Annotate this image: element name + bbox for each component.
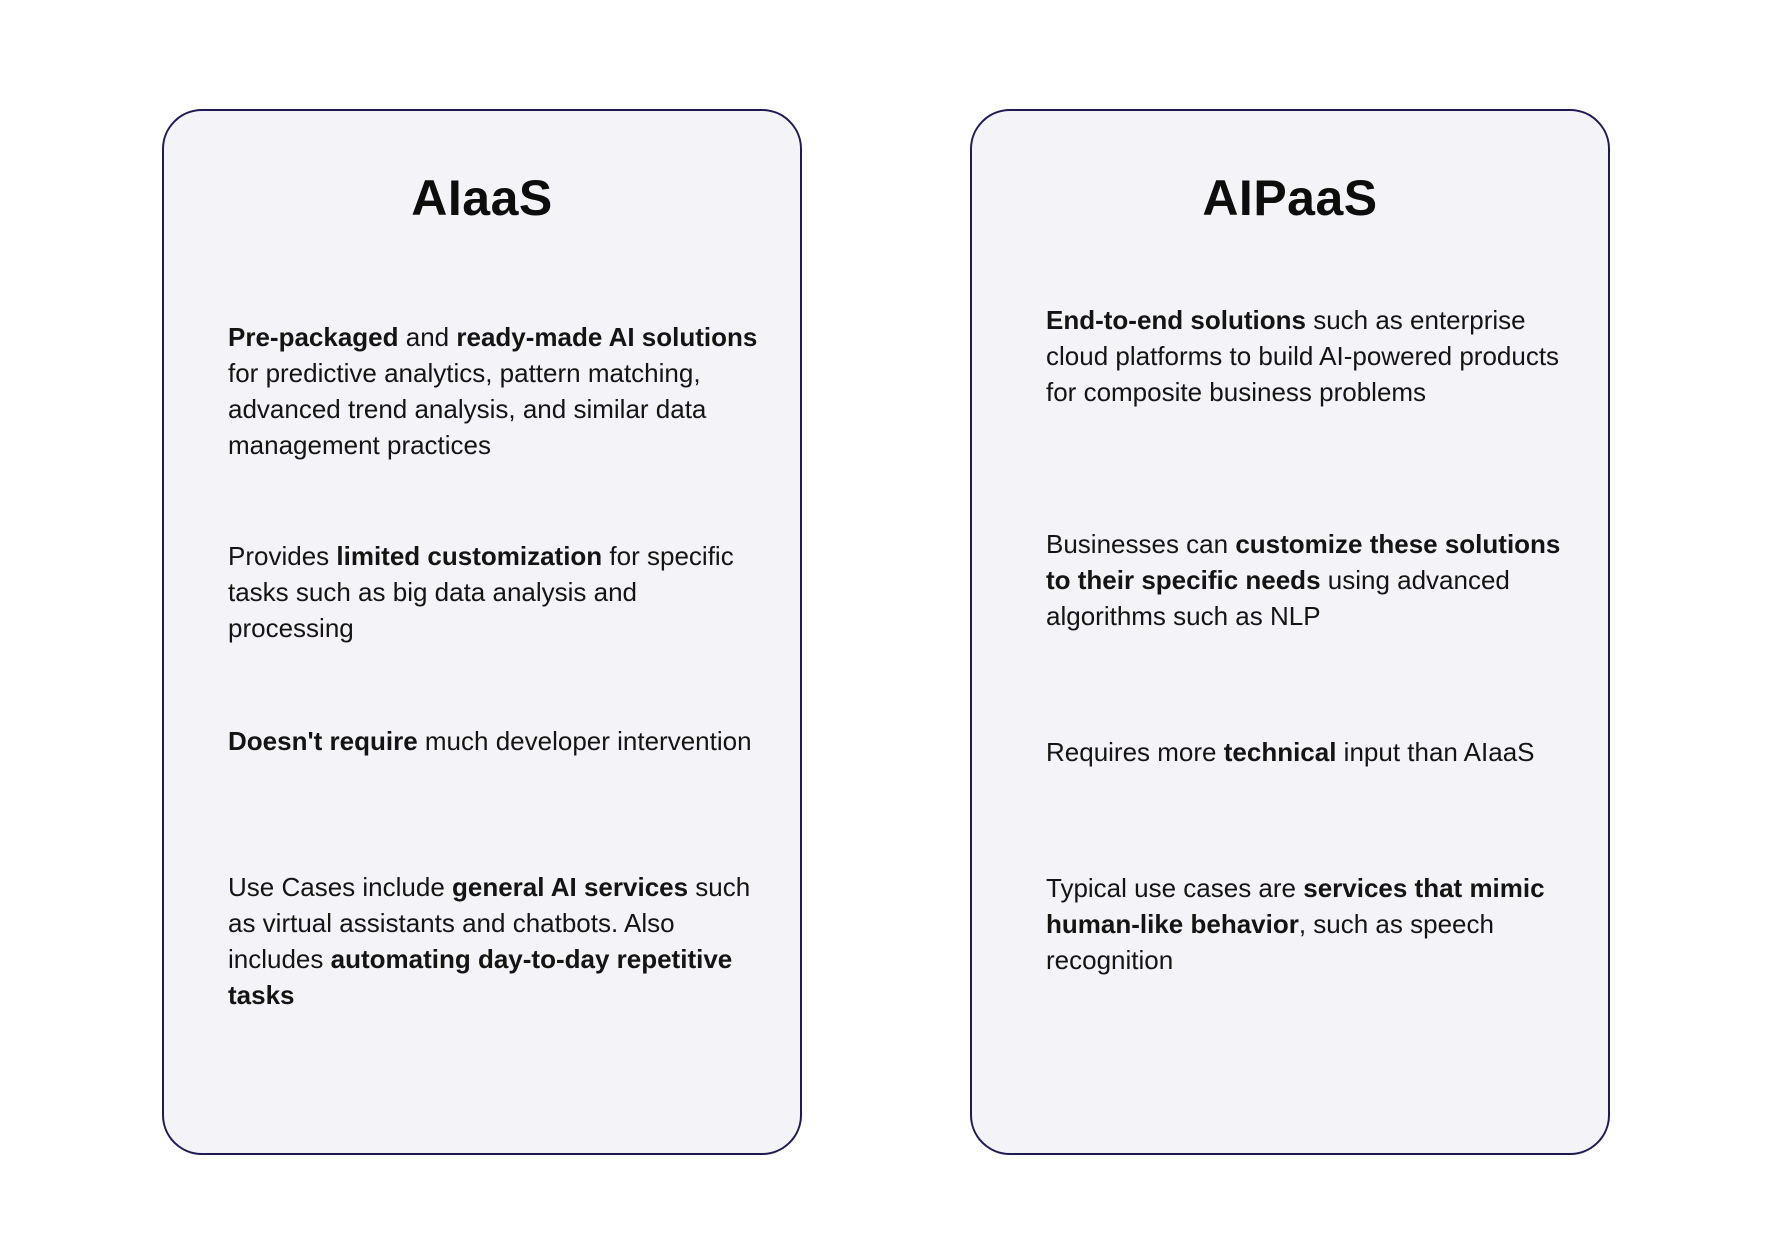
feature-point [1046,870,1586,978]
bold-text: technical [1223,737,1337,767]
text-segment: Use Cases include [228,872,452,902]
card-title: AIaaS [411,170,553,226]
feature-point [228,538,758,646]
bold-text: ready-made AI solutions [456,322,758,352]
text-segment: Businesses can [1046,529,1236,559]
text-segment: and [398,322,457,352]
feature-point [228,723,758,759]
bold-text: End-to-end solutions [1046,305,1306,335]
bold-text: Pre-packaged [228,322,399,352]
text-segment: much developer intervention [417,726,752,756]
text-segment: Requires more [1046,737,1224,767]
text-segment: such as enterprise cloud platforms to build AI-powered products for composite business problems [1046,305,1560,407]
text-segment: for predictive analytics, pattern matching, advanced trend analysis, and similar data management practices [228,358,707,460]
text-segment: for specific tasks such as big data analysis and processing [228,541,734,643]
bold-text: limited customization [336,541,603,571]
feature-point [228,319,758,463]
feature-point [1046,302,1586,410]
card-title: AIPaaS [1202,170,1378,226]
text-segment: Provides [228,541,337,571]
bold-text: Doesn't require [228,726,418,756]
bold-text: general AI services [452,872,689,902]
text-segment: Typical use cases are [1046,873,1304,903]
text-segment: , such as speech recognition [1046,909,1494,975]
feature-point [1046,526,1586,634]
bold-text: services that mimic human-like behavior [1046,873,1545,939]
bold-text: automating day-to-day repetitive tasks [228,944,733,1010]
text-segment: using advanced algorithms such as NLP [1046,565,1510,631]
aipaas-card [970,109,1610,1155]
text-segment: such as virtual assistants and chatbots. Also includes [228,872,751,974]
feature-point [228,869,758,1013]
text-segment: input than AIaaS [1336,737,1535,767]
bold-text: customize these solutions to their specific needs [1046,529,1561,595]
aiaas-card [162,109,802,1155]
feature-point [1046,734,1586,770]
